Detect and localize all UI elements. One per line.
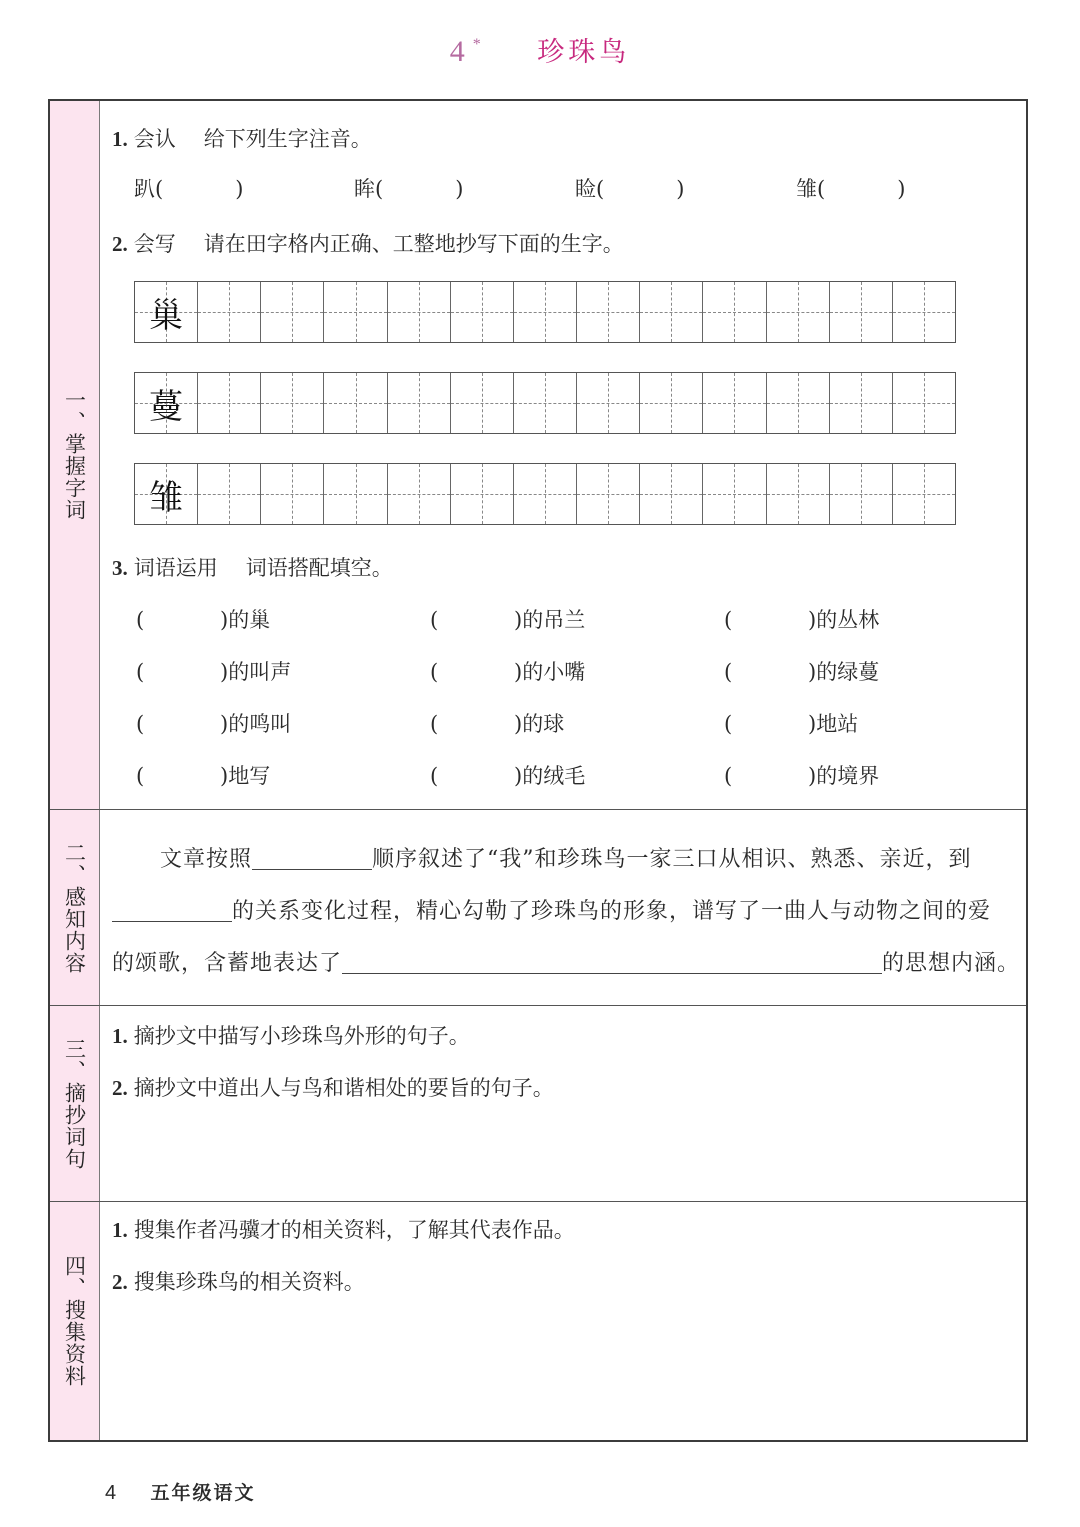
excerpt-task-1: 1. 摘抄文中描写小珍珠鸟外形的句子。 [112,1024,470,1048]
research-task-1: 1. 搜集作者冯骥才的相关资料，了解其代表作品。 [112,1218,575,1242]
grid-cell[interactable] [388,373,451,433]
section-label-cell [50,810,100,1005]
section-content [112,810,1021,1005]
writing-grid-row [134,463,956,525]
section-label: 三、摘抄词句 [62,1037,87,1170]
section-label-cell [50,1202,100,1440]
page-number: 4 [105,1482,117,1504]
grid-cell[interactable] [198,464,261,524]
grid-cell[interactable] [324,282,387,342]
section-label: 二、感知内容 [62,841,87,974]
grid-cell[interactable] [767,373,830,433]
grid-cell[interactable] [388,282,451,342]
grid-cell[interactable] [451,373,514,433]
grid-cell[interactable] [514,464,577,524]
paragraph-line-3: 的颂歌，含蓄地表达了 的思想内涵。 [112,951,1021,976]
section-comprehension [50,809,1026,1005]
section-research [50,1201,1026,1440]
section-label: 四、搜集资料 [62,1255,87,1387]
grid-cell: 雏 [135,464,198,524]
answer-blank[interactable] [342,949,882,974]
grid-cell[interactable] [198,282,261,342]
grid-cell[interactable] [577,464,640,524]
section-excerpts [50,1005,1026,1201]
section-label-cell [50,1006,100,1201]
paragraph-line-1: 文章按照 顺序叙述了“我”和珍珠鸟一家三口从相识、熟悉、亲近，到 [160,847,972,872]
grid-cell[interactable] [703,464,766,524]
book-label: 五年级语文 [150,1482,256,1504]
grid-cell[interactable] [893,464,955,524]
pinyin-item: 眸( ) [354,177,464,201]
grid-cell[interactable] [577,373,640,433]
question-3: 3. 词语运用 词语搭配填空。 [112,556,393,580]
question-1: 1. 会认 给下列生字注音。 [112,127,372,151]
fill-item: ( )的球 [430,712,565,736]
grid-cell[interactable] [261,282,324,342]
section-content [112,101,1016,809]
section-label-cell [50,101,100,809]
page-footer [105,1478,256,1505]
fill-item: ( )的鸣叫 [136,712,292,736]
grid-cell[interactable] [640,373,703,433]
grid-cell[interactable] [261,373,324,433]
writing-grid-row [134,281,956,343]
fill-item: ( )的丛林 [724,608,880,632]
fill-item: ( )的吊兰 [430,608,586,632]
lesson-title [0,30,1080,80]
grid-cell[interactable] [514,282,577,342]
grid-cell[interactable] [514,373,577,433]
paragraph-line-2: 的关系变化过程，精心勾勒了珍珠鸟的形象，谱写了一曲人与动物之间的爱 [112,894,991,925]
fill-item: ( )的叫声 [136,660,292,684]
fill-item: ( )的绿蔓 [724,660,880,684]
section-content [112,1006,1016,1201]
grid-cell[interactable] [893,282,955,342]
section-vocabulary [50,101,1026,809]
pinyin-item: 雏( ) [796,177,906,201]
grid-cell[interactable] [767,282,830,342]
research-task-2: 2. 搜集珍珠鸟的相关资料。 [112,1270,365,1294]
section-content [112,1202,1016,1440]
excerpt-task-2: 2. 摘抄文中道出人与鸟和谐相处的要旨的句子。 [112,1076,554,1100]
fill-item: ( )的巢 [136,608,271,632]
lesson-number: 4 * [449,35,485,68]
worksheet [48,99,1028,1442]
grid-cell[interactable] [324,373,387,433]
grid-cell[interactable] [451,282,514,342]
grid-cell: 蔓 [135,373,198,433]
fill-item: ( )地写 [136,764,271,788]
fill-item: ( )地站 [724,712,859,736]
grid-cell: 巢 [135,282,198,342]
grid-cell[interactable] [451,464,514,524]
grid-cell[interactable] [767,464,830,524]
fill-item: ( )的境界 [724,764,880,788]
answer-blank[interactable] [252,845,372,870]
grid-cell[interactable] [577,282,640,342]
grid-cell[interactable] [324,464,387,524]
question-2: 2. 会写 请在田字格内正确、工整地抄写下面的生字。 [112,232,624,256]
fill-item: ( )的小嘴 [430,660,586,684]
grid-cell[interactable] [703,373,766,433]
fill-item: ( )的绒毛 [430,764,586,788]
grid-cell[interactable] [198,373,261,433]
grid-cell[interactable] [830,464,893,524]
grid-cell[interactable] [703,282,766,342]
answer-blank[interactable] [112,897,232,922]
grid-cell[interactable] [830,282,893,342]
lesson-name: 珍珠鸟 [537,37,631,68]
grid-cell[interactable] [830,373,893,433]
grid-cell[interactable] [261,464,324,524]
grid-cell[interactable] [893,373,955,433]
pinyin-item: 趴( ) [134,177,244,201]
grid-cell[interactable] [388,464,451,524]
grid-cell[interactable] [640,464,703,524]
pinyin-item: 睑( ) [575,177,685,201]
section-label: 一、掌握字词 [62,389,87,521]
writing-grid-row [134,372,956,434]
grid-cell[interactable] [640,282,703,342]
